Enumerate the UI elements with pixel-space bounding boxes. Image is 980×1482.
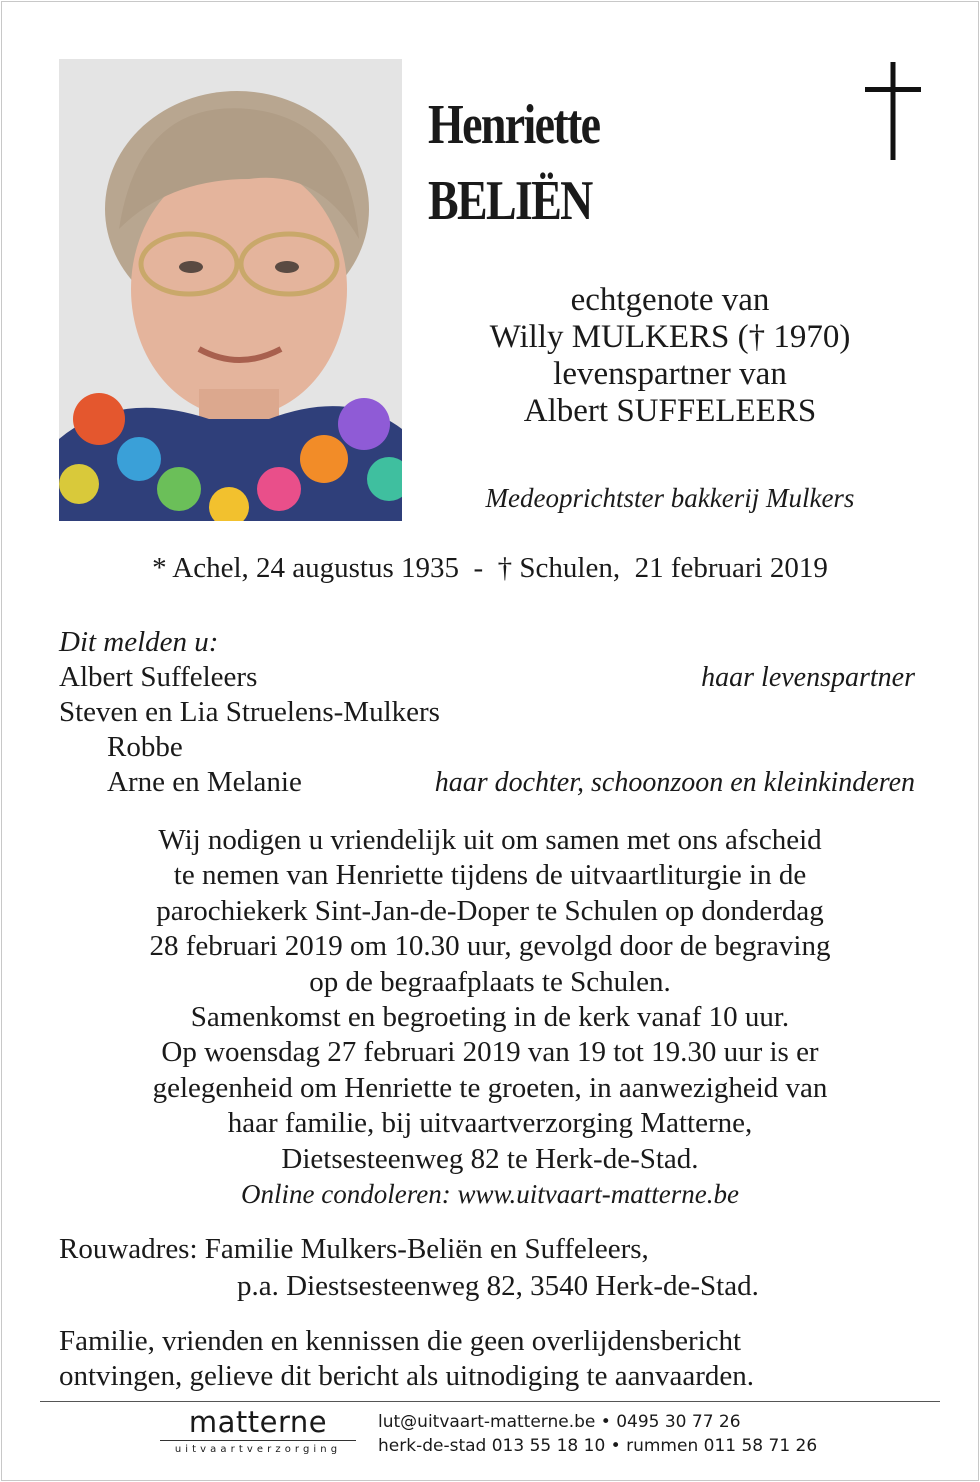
portrait-illustration [59,59,402,521]
birth-death-dates: * Achel, 24 augustus 1935 - † Schulen, 21 februari 2019 [152,552,828,584]
funeral-home-logo [160,1405,356,1455]
mourner-row [59,660,919,695]
contact-line: herk-de-stad 013 55 18 10 • rummen 011 58 71 26 [378,1436,818,1456]
funeral-home-contact [378,1410,817,1458]
mourning-address [59,1231,759,1305]
invitation-line: Dietsesteenweg 82 te Herk-de-Stad. [281,1142,699,1175]
mourners-list [59,625,919,800]
invitation-line: te nemen van Henriette tijdens de uitvaartliturgie in de [173,859,807,892]
address-line: p.a. Diestsesteenweg 82, 3540 Herk-de-Stad. [237,1270,759,1302]
closing-line: ontvingen, gelieve dit bericht als uitnodiging te aanvaarden. [59,1360,754,1392]
invitation-line: parochiekerk Sint-Jan-de-Doper te Schulen op donderdag [156,894,824,927]
invitation-line: Op woensdag 27 februari 2019 van 19 tot 19.30 uur is er [161,1036,819,1069]
logo-rule [160,1440,356,1441]
closing-line: Familie, vrienden en kennissen die geen overlijdensbericht [59,1325,742,1357]
relation-line: Willy MULKERS († 1970) [489,319,851,355]
relation-line: Albert SUFFELEERS [523,393,817,429]
footer-divider [40,1401,940,1402]
portrait-photo [59,59,402,521]
mourner-name: Robbe [107,731,183,763]
deceased-last-name: BELIËN [428,170,592,232]
mourners-intro: Dit melden u: [59,626,219,658]
invitation-line: op de begraafplaats te Schulen. [309,965,671,998]
mourner-name: Steven en Lia Struelens-Mulkers [59,696,440,728]
contact-line: lut@uitvaart-matterne.be • 0495 30 77 26 [378,1412,741,1432]
invitation-line: Samenkomst en begroeting in de kerk vanaf 10 uur. [190,1001,790,1034]
cross-icon [865,62,921,160]
relation-line: echtgenote van [570,282,770,318]
relation-line: levenspartner van [553,356,787,392]
deceased-first-name: Henriette [428,94,600,156]
mourner-relation: haar levenspartner [701,662,915,693]
address-line: Rouwadres: Familie Mulkers-Beliën en Suffeleers, [59,1233,649,1265]
mourner-row [59,765,919,800]
logo-name: matterne [188,1405,328,1439]
mourner-name: Arne en Melanie [107,766,302,798]
relations-block [420,282,920,430]
mourner-row [59,695,919,730]
mourner-name: Albert Suffeleers [59,661,258,693]
closing-note [59,1324,754,1394]
invitation-line: 28 februari 2019 om 10.30 uur, gevolgd door de begraving [149,930,831,963]
online-condolence-link[interactable]: Online condoleren: www.uitvaart-matterne.be [241,1179,739,1210]
invitation-line: gelegenheid om Henriette te groeten, in aanwezigheid van [152,1071,828,1104]
invitation-text [40,823,940,1212]
invitation-line: Wij nodigen u vriendelijk uit om samen met ons afscheid [158,824,822,856]
occupation: Medeoprichtster bakkerij Mulkers [485,483,855,513]
invitation-line: haar familie, bij uitvaartverzorging Matterne, [227,1107,753,1140]
mourner-row [59,730,919,765]
mourner-relation: haar dochter, schoonzoon en kleinkinderen [434,767,915,798]
logo-subtitle: uitvaartverzorging [174,1444,342,1455]
